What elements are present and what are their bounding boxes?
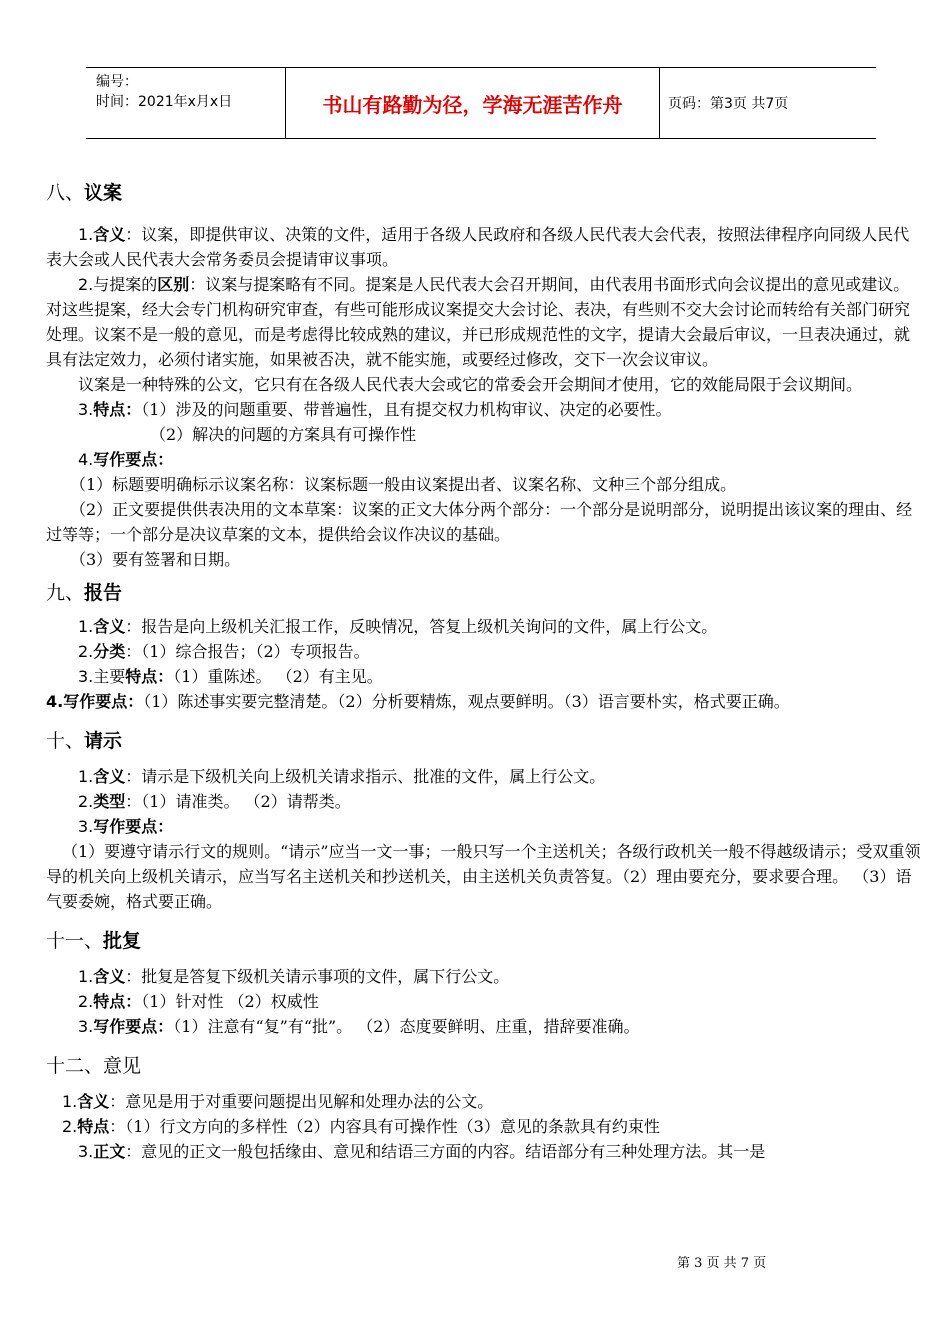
paragraph: （2）解决的问题的方案具有可操作性 — [150, 425, 417, 444]
paragraph: 2.与提案的区别：议案与提案略有不同。提案是人民代表大会召开期间，由代表用书面形式向会议提出的意见或建议。对这些提案，经大会专门机构研究审查，有些可能形成议案提交大会讨论、表决，有些则不交大会讨论而转给有关部门研究处理。议案不是一般的意见，而是考虑得比较成熟的建议，并已形成规范性的文字，提请大会最后审议，一旦表决通过，就具有法定效力，必须付诸实施，如果被否决，就不能实施，或要经过修改，交下一次会议审议。 — [46, 275, 911, 369]
section-name: 请示 — [84, 730, 123, 752]
section-prefix: 十、 — [46, 730, 85, 752]
section-name: 意见 — [103, 1055, 142, 1077]
section-title-12 — [46, 1051, 924, 1081]
paragraph: 2.特点：（1）行文方向的多样性（2）内容具有可操作性（3）意见的条款具有约束性 — [62, 1117, 660, 1136]
section-title-8 — [46, 178, 924, 208]
page-footer: 第 3 页 共 7 页 — [677, 1256, 767, 1271]
paragraph: 1.含义：请示是下级机关向上级机关请求指示、批准的文件，属上行公文。 — [78, 767, 606, 786]
paragraph: 3.正文：意见的正文一般包括缘由、意见和结语三方面的内容。结语部分有三种处理方法。其一是 — [78, 1142, 766, 1161]
paragraph: 4.写作要点： — [78, 450, 174, 469]
paragraph: 4.写作要点：（1）陈述事实要完整清楚。（2）分析要精炼，观点要鲜明。（3）语言要朴实，格式要正确。 — [46, 692, 790, 711]
paragraph: （1）要遵守请示行文的规则。“请示”应当一文一事；一般只写一个主送机关；各级行政机关一般不得越级请示；受双重领导的机关向上级机关请示，应当写名主送机关和抄送机关，由主送机关负责答复。（2）理由要充分，要求要合理。 （3）语气要委婉，格式要正确。 — [46, 842, 921, 911]
header-motto: 书山有路勤为径，学海无涯苦作舟 — [286, 68, 660, 138]
section-prefix: 九、 — [46, 582, 85, 604]
header-page: 页码：第3页 共7页 — [668, 96, 789, 112]
paragraph: 3.特点：（1）涉及的问题重要、带普遍性，且有提交权力机构审议、决定的必要性。 — [78, 400, 672, 419]
page-header — [86, 67, 876, 139]
paragraph: 2.分类：（1）综合报告；（2）专项报告。 — [78, 642, 370, 661]
section-title-9 — [46, 578, 924, 608]
paragraph: （3）要有签署和日期。 — [70, 550, 241, 569]
section-prefix: 十一、 — [46, 930, 104, 952]
paragraph: 1.含义：意见是用于对重要问题提出见解和处理办法的公文。 — [62, 1092, 494, 1111]
paragraph: 2.类型：（1）请准类。 （2）请帮类。 — [78, 792, 351, 811]
paragraph: 1.含义：议案，即提供审议、决策的文件，适用于各级人民政府和各级人民代表大会代表，按照法律程序向同级人民代表大会或人民代表大会常务委员会提请审议事项。 — [46, 225, 910, 269]
paragraph: 议案是一种特殊的公文，它只有在各级人民代表大会或它的常委会开会期间才使用，它的效能局限于会议期间。 — [78, 375, 863, 394]
section-title-11 — [46, 926, 924, 956]
paragraph: 3.写作要点：（1）注意有“复”有“批”。 （2）态度要鲜明、庄重，措辞要准确。 — [78, 1017, 640, 1036]
section-name: 报告 — [84, 582, 123, 604]
paragraph: 3.写作要点： — [78, 817, 174, 836]
section-prefix: 八、 — [46, 182, 85, 204]
header-number: 编号： — [96, 74, 138, 90]
paragraph: 2.特点：（1）针对性 （2）权威性 — [78, 992, 319, 1011]
paragraph: 1.含义：批复是答复下级机关请示事项的文件，属下行公文。 — [78, 967, 510, 986]
section-name: 议案 — [84, 182, 123, 204]
header-date: 时间：2021年x月x日 — [96, 94, 233, 110]
paragraph: （2）正文要提供供表决用的文本草案：议案的正文大体分两个部分：一个部分是说明部分，说明提出该议案的理由、经过等等；一个部分是决议草案的文本，提供给会议作决议的基础。 — [46, 500, 913, 544]
section-prefix: 十二、 — [46, 1055, 104, 1077]
paragraph: （1）标题要明确标示议案名称：议案标题一般由议案提出者、议案名称、文种三个部分组成。 — [70, 475, 737, 494]
document-body — [46, 178, 924, 1164]
paragraph: 3.主要特点：（1）重陈述。 （2）有主见。 — [78, 667, 383, 686]
header-meta — [86, 68, 286, 138]
paragraph: 1.含义：报告是向上级机关汇报工作，反映情况，答复上级机关询问的文件，属上行公文。 — [78, 617, 718, 636]
section-title-10 — [46, 726, 924, 756]
section-name: 批复 — [103, 930, 142, 952]
